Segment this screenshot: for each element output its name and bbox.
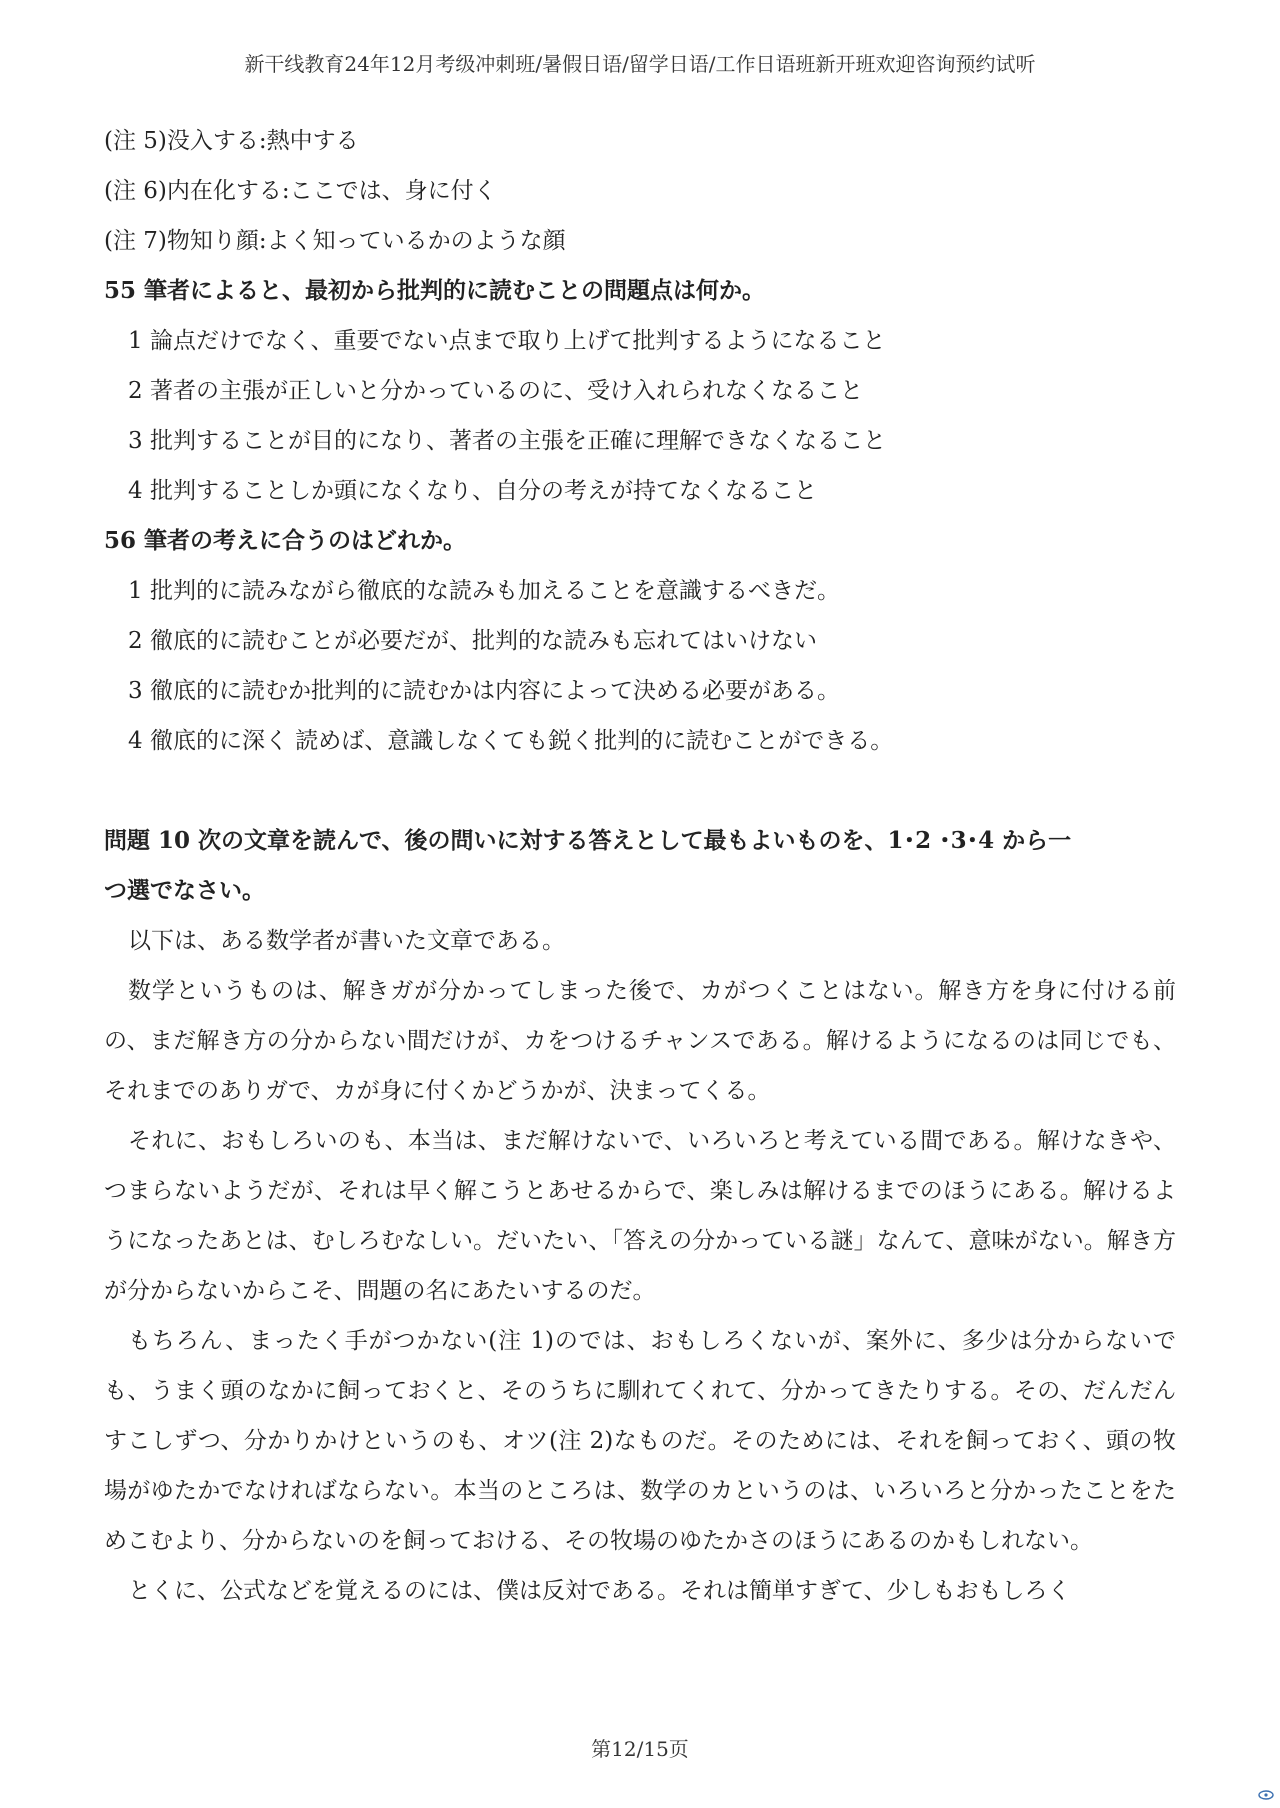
note-5: (注 5)没入する:熱中する bbox=[104, 128, 359, 154]
passage-paragraph-3 bbox=[104, 1316, 1176, 1566]
q55-option-4: 4 批判することしか頭になくなり、自分の考えが持てなくなること bbox=[128, 478, 817, 504]
q56-option-3: 3 徹底的に読むか批判的に読むかは内容によって決める必要がある。 bbox=[128, 678, 840, 704]
page-header: 新干线教育24年12月考级冲刺班/暑假日语/留学日语/工作日语班新开班欢迎咨询预约试听 bbox=[244, 52, 1036, 76]
passage-paragraph-1-text: 数学というものは、解きガが分かってしまった後で、カがつくことはない。解き方を身に付ける前の、まだ解き方の分からない間だけが、カをつけるチャンスである。解けるようになるのは同じでも、それまでのありガで、カが身に付くかどうかが、決まってくる。 bbox=[104, 978, 1176, 1104]
passage-paragraph-3-text: もちろん、まったく手がつかない(注 1)のでは、おもしろくないが、案外に、多少は分からないでも、うまく頭のなかに飼っておくと、そのうちに馴れてくれて、分かってきたりする。その、だんだんすこしずつ、分かりかけというのも、オツ(注 2)なものだ。そのためには、それを飼っておく、頭の牧場がゆたかでなければならない。本当のところは、数学のカというのは、いろいろと分かったことをためこむより、分からないのを飼っておける、その牧場のゆたかさのほうにあるのかもしれない。 bbox=[104, 1328, 1176, 1554]
problem-10-instruction-line-1: 問題 10 次の文章を読んで、後の問いに対する答えとして最もよいものを、1･2 ･3･4 から一 bbox=[104, 827, 1072, 854]
passage-paragraph-2 bbox=[104, 1116, 1176, 1316]
passage-intro: 以下は、ある数学者が書いた文章である。 bbox=[128, 928, 565, 954]
problem-10-instruction-line-2: つ選でなさい。 bbox=[104, 877, 265, 904]
passage-paragraph-4-text: とくに、公式などを覚えるのには、僕は反対である。それは簡単すぎて、少しもおもしろく bbox=[128, 1578, 1071, 1604]
document-body bbox=[104, 116, 1176, 1616]
q55-option-1: 1 論点だけでなく、重要でない点まで取り上げて批判するようになること bbox=[128, 328, 886, 354]
question-56: 56 筆者の考えに合うのはどれか。 bbox=[104, 527, 467, 554]
section-spacer bbox=[104, 766, 1176, 816]
q55-option-2: 2 著者の主張が正しいと分かっているのに、受け入れられなくなること bbox=[128, 378, 863, 404]
q56-option-1: 1 批判的に読みながら徹底的な読みも加えることを意識するべきだ。 bbox=[128, 578, 840, 604]
passage-paragraph-4 bbox=[104, 1566, 1176, 1616]
watermark-logo-icon bbox=[1258, 1790, 1274, 1800]
note-6: (注 6)内在化する:ここでは、身に付く bbox=[104, 178, 497, 204]
page-number: 第12/15页 bbox=[591, 1737, 689, 1761]
q56-option-4: 4 徹底的に深く 読めば、意識しなくても鋭く批判的に読むことができる。 bbox=[128, 728, 894, 754]
passage-paragraph-2-text: それに、おもしろいのも、本当は、まだ解けないで、いろいろと考えている間である。解けなきや、つまらないようだが、それは早く解こうとあせるからで、楽しみは解けるまでのほうにある。解けるようになったあとは、むしろむなしい。だいたい、「答えの分かっている謎」なんて、意味がない。解き方が分からないからこそ、問題の名にあたいするのだ。 bbox=[104, 1128, 1176, 1304]
question-55: 55 筆者によると、最初から批判的に読むことの問題点は何か。 bbox=[104, 277, 766, 304]
passage-paragraph-1 bbox=[104, 966, 1176, 1116]
q56-option-2: 2 徹底的に読むことが必要だが、批判的な読みも忘れてはいけない bbox=[128, 628, 817, 654]
q55-option-3: 3 批判することが目的になり、著者の主張を正確に理解できなくなること bbox=[128, 428, 886, 454]
note-7: (注 7)物知り顔:よく知っているかのような顔 bbox=[104, 228, 566, 254]
